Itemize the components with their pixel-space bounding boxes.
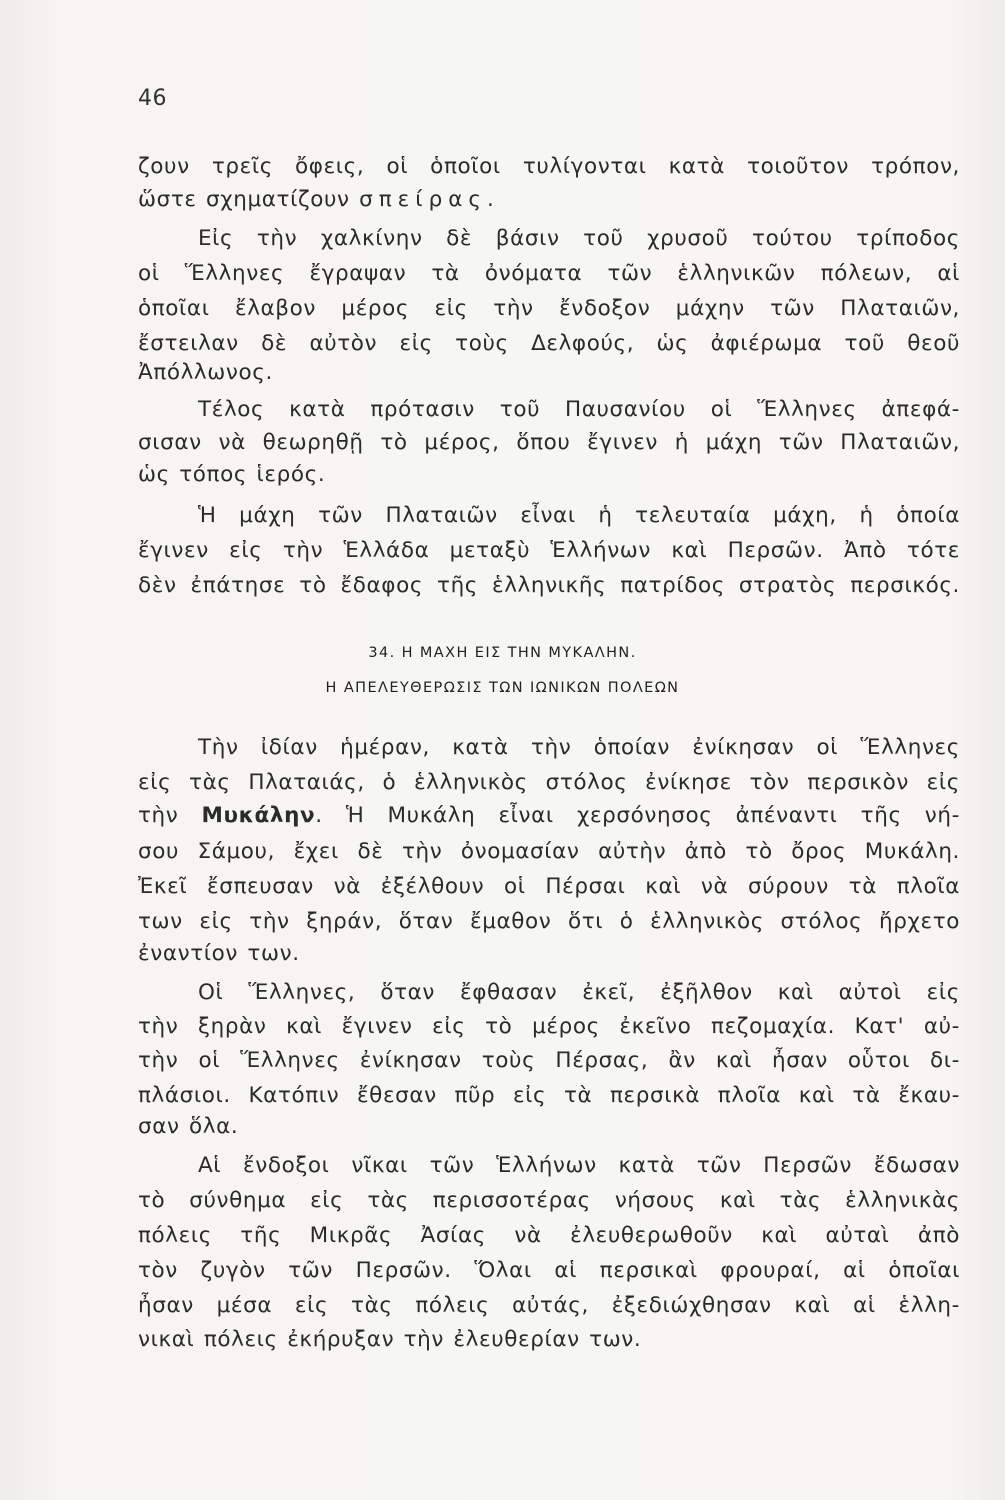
text-line: πλάσιοι. Κατόπιν ἔθεσαν πῦρ εἰς τὰ περσικὰ πλοῖα καὶ τὰ ἔκαυ- [138, 1083, 960, 1108]
text-line: ἦσαν μέσα εἰς τὰς πόλεις αὐτάς, ἐξεδιώχθησαν καὶ αἱ ἑλλη- [138, 1293, 960, 1318]
place-name-bold: Μυκάλην [201, 803, 316, 828]
text-line: σαν ὅλα. [138, 1114, 239, 1139]
text-line: τὸν ζυγὸν τῶν Περσῶν. Ὅλαι αἱ περσικαὶ φρουραί, αἱ ὁποῖαι [138, 1258, 960, 1283]
text-fragment: . [487, 187, 495, 212]
text-fragment: . Ἡ Μυκάλη εἶναι χερσόνησος ἀπέναντι τῆς νή- [315, 803, 960, 828]
text-line: Εἰς τὴν χαλκίνην δὲ βάσιν τοῦ χρυσοῦ τούτου τρίποδος [198, 226, 960, 251]
text-line: εἰς τὰς Πλαταιάς, ὁ ἑλληνικὸς στόλος ἐνίκησε τὸν περσικὸν εἰς [138, 770, 960, 795]
text-line: Ἡ μάχη τῶν Πλαταιῶν εἶναι ἡ τελευταία μάχη, ἡ ὁποία [198, 503, 960, 528]
text-line: ἔστειλαν δὲ αὐτὸν εἰς τοὺς Δελφούς, ὡς ἀφιέρωμα τοῦ θεοῦ [138, 331, 960, 356]
text-fragment: ὥστε σχηματίζουν [138, 187, 350, 212]
text-line: Οἱ Ἕλληνες, ὅταν ἔφθασαν ἐκεῖ, ἐξῆλθον καὶ αὐτοὶ εἰς [198, 980, 960, 1005]
text-line: δὲν ἐπάτησε τὸ ἔδαφος τῆς ἑλληνικῆς πατρίδος στρατὸς περσικός. [138, 573, 960, 598]
text-line: ὁποῖαι ἔλαβον μέρος εἰς τὴν ἔνδοξον μάχην τῶν Πλαταιῶν, [138, 296, 960, 321]
section-title: 34. Η ΜΑΧΗ ΕΙΣ ΤΗΝ ΜΥΚΑΛΗΝ. [368, 645, 637, 661]
text-line: σισαν νὰ θεωρηθῇ τὸ μέρος, ὅπου ἔγινεν ἡ μάχη τῶν Πλαταιῶν, [138, 430, 960, 455]
text-line: Ἀπόλλωνος. [138, 360, 273, 385]
text-line: των εἰς τὴν ξηράν, ὅταν ἔμαθον ὅτι ὁ ἑλληνικὸς στόλος ἤρχετο [138, 909, 960, 934]
text-fragment: τὴν [138, 803, 202, 828]
text-line: οἱ Ἕλληνες ἔγραψαν τὰ ὀνόματα τῶν ἑλληνικῶν πόλεων, αἱ [138, 261, 960, 286]
text-line: ἔγινεν εἰς τὴν Ἑλλάδα μεταξὺ Ἑλλήνων καὶ Περσῶν. Ἀπὸ τότε [138, 538, 960, 563]
text-line: Ἐκεῖ ἔσπευσαν νὰ ἐξέλθουν οἱ Πέρσαι καὶ νὰ σύρουν τὰ πλοῖα [138, 874, 960, 899]
text-line: τὴν ξηρὰν καὶ ἔγινεν εἰς τὸ μέρος ἐκεῖνο πεζομαχία. Κατ' αὐ- [138, 1014, 960, 1039]
text-line: ἐναντίον των. [138, 941, 300, 966]
text-line: Αἱ ἔνδοξοι νῖκαι τῶν Ἑλλήνων κατὰ τῶν Περσῶν ἔδωσαν [198, 1153, 960, 1178]
text-line [138, 185, 960, 215]
page-number: 46 [138, 86, 167, 111]
section-subtitle: Η ΑΠΕΛΕΥΘΕΡΩΣΙΣ ΤΩΝ ΙΩΝΙΚΩΝ ΠΟΛΕΩΝ [325, 680, 680, 696]
text-line: Τὴν ἰδίαν ἡμέραν, κατὰ τὴν ὁποίαν ἐνίκησαν οἱ Ἕλληνες [198, 735, 960, 760]
text-line: ζουν τρεῖς ὄφεις, οἱ ὁποῖοι τυλίγονται κατὰ τοιοῦτον τρόπον, [138, 154, 960, 179]
text-line: Τέλος κατὰ πρότασιν τοῦ Παυσανίου οἱ Ἕλληνες ἀπεφά- [198, 397, 960, 422]
text-line: νικαὶ πόλεις ἐκήρυξαν τὴν ἐλευθερίαν των. [138, 1327, 642, 1352]
text-line: τὸ σύνθημα εἰς τὰς περισσοτέρας νήσους καὶ τὰς ἑλληνικὰς [138, 1188, 960, 1213]
text-line: ὡς τόπος ἱερός. [138, 462, 326, 487]
text-line [138, 801, 960, 831]
text-line: πόλεις τῆς Μικρᾶς Ἀσίας νὰ ἐλευθερωθοῦν καὶ αὐταὶ ἀπὸ [138, 1223, 960, 1248]
text-line: σου Σάμου, ἔχει δὲ τὴν ὀνομασίαν αὐτὴν ἀπὸ τὸ ὄρος Μυκάλη. [138, 839, 960, 864]
emphasized-word: σπείρας [359, 187, 488, 212]
text-line: τὴν οἱ Ἕλληνες ἐνίκησαν τοὺς Πέρσας, ἂν καὶ ἦσαν οὗτοι δι- [138, 1048, 960, 1073]
